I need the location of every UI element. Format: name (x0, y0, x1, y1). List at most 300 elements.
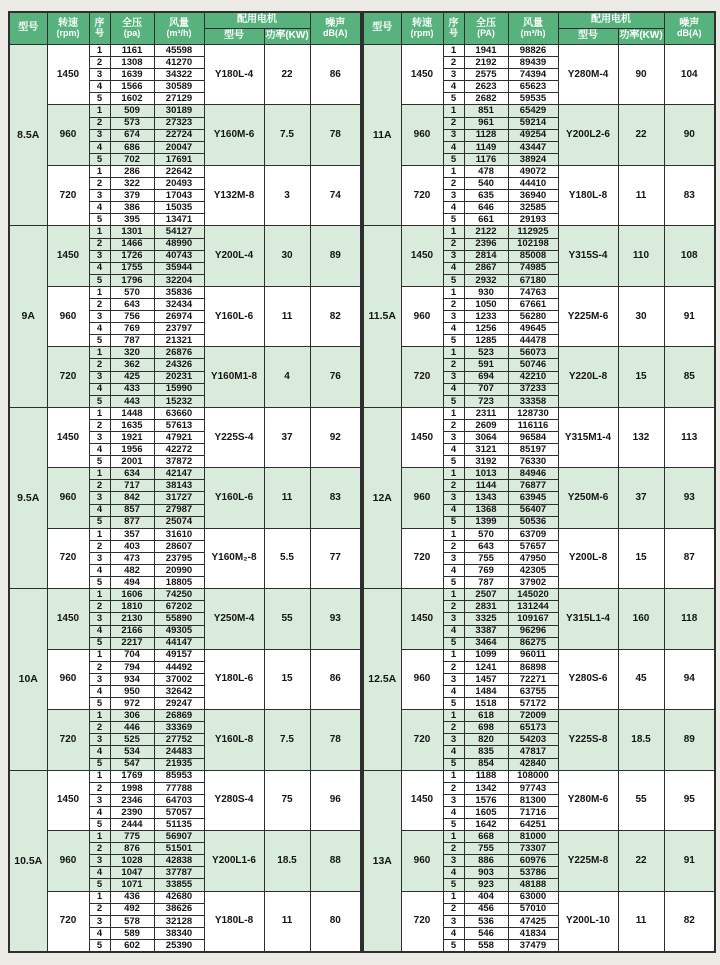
table-row (9, 226, 361, 238)
volume-cell: 102198 (508, 238, 558, 250)
header-volume-unit: (m³/h) (166, 28, 192, 39)
volume-cell: 42680 (154, 891, 204, 903)
seq-cell: 3 (89, 311, 110, 323)
noise-cell: 94 (664, 649, 715, 709)
motor-power-cell: 90 (618, 45, 664, 105)
volume-cell: 51501 (154, 843, 204, 855)
seq-cell: 1 (89, 45, 110, 57)
seq-cell: 2 (89, 843, 110, 855)
seq-cell: 3 (89, 129, 110, 141)
model-cell: 9.5A (9, 407, 47, 588)
motor-model-cell: Y315S-4 (558, 226, 618, 286)
table-row (363, 528, 715, 540)
pressure-cell: 886 (464, 855, 508, 867)
pressure-cell: 386 (110, 202, 154, 214)
pressure-cell: 787 (464, 577, 508, 589)
pressure-cell: 972 (110, 698, 154, 710)
volume-cell: 30189 (154, 105, 204, 117)
seq-cell: 5 (89, 879, 110, 891)
volume-cell: 21321 (154, 335, 204, 347)
model-cell: 11A (363, 45, 401, 226)
volume-cell: 38626 (154, 903, 204, 915)
volume-cell: 85197 (508, 444, 558, 456)
motor-power-cell: 11 (264, 891, 310, 952)
pressure-cell: 525 (110, 734, 154, 746)
volume-cell: 48990 (154, 238, 204, 250)
volume-cell: 15990 (154, 383, 204, 395)
header-pressure-label: 全压 (122, 17, 142, 29)
volume-cell: 36940 (508, 190, 558, 202)
pressure-cell: 950 (110, 685, 154, 697)
motor-power-cell: 15 (264, 649, 310, 709)
table-row (363, 286, 715, 298)
volume-cell: 63755 (508, 685, 558, 697)
rpm-cell: 1450 (401, 589, 443, 649)
pressure-cell: 1769 (110, 770, 154, 782)
pressure-cell: 433 (110, 383, 154, 395)
volume-cell: 74763 (508, 286, 558, 298)
pressure-cell: 876 (110, 843, 154, 855)
pressure-cell: 578 (110, 915, 154, 927)
rpm-cell: 960 (47, 468, 89, 528)
noise-cell: 76 (310, 347, 361, 407)
seq-cell: 2 (443, 782, 464, 794)
motor-model-cell: Y220L-8 (558, 347, 618, 407)
pressure-cell: 661 (464, 214, 508, 226)
volume-cell: 42305 (508, 565, 558, 577)
pressure-cell: 1956 (110, 444, 154, 456)
rpm-cell: 720 (401, 347, 443, 407)
volume-cell: 63000 (508, 891, 558, 903)
rpm-cell: 1450 (401, 407, 443, 467)
noise-cell: 93 (310, 589, 361, 649)
volume-cell: 86275 (508, 637, 558, 649)
volume-cell: 85008 (508, 250, 558, 262)
motor-model-cell: Y180L-4 (204, 45, 264, 105)
volume-cell: 38340 (154, 927, 204, 939)
seq-cell: 3 (89, 371, 110, 383)
seq-cell: 1 (89, 347, 110, 359)
volume-cell: 26974 (154, 311, 204, 323)
volume-cell: 23797 (154, 323, 204, 335)
noise-cell: 74 (310, 165, 361, 225)
pressure-cell: 1176 (464, 153, 508, 165)
seq-cell: 5 (443, 819, 464, 831)
pressure-cell: 634 (110, 468, 154, 480)
seq-cell: 2 (89, 661, 110, 673)
seq-cell: 4 (89, 867, 110, 879)
seq-cell: 5 (89, 637, 110, 649)
volume-cell: 35944 (154, 262, 204, 274)
pressure-cell: 1308 (110, 57, 154, 69)
volume-cell: 65173 (508, 722, 558, 734)
pressure-cell: 686 (110, 141, 154, 153)
pressure-cell: 492 (110, 903, 154, 915)
volume-cell: 96584 (508, 432, 558, 444)
volume-cell: 44478 (508, 335, 558, 347)
motor-model-cell: Y225S-8 (558, 710, 618, 770)
table-row (9, 45, 361, 57)
seq-cell: 3 (89, 492, 110, 504)
pressure-cell: 794 (110, 661, 154, 673)
noise-cell: 89 (664, 710, 715, 770)
motor-power-cell: 18.5 (618, 710, 664, 770)
seq-cell: 2 (89, 782, 110, 794)
seq-cell: 1 (443, 589, 464, 601)
pressure-cell: 591 (464, 359, 508, 371)
volume-cell: 86898 (508, 661, 558, 673)
noise-cell: 86 (310, 649, 361, 709)
rpm-cell: 1450 (47, 226, 89, 286)
volume-cell: 41834 (508, 927, 558, 939)
volume-cell: 25074 (154, 516, 204, 528)
motor-model-cell: Y280S-6 (558, 649, 618, 709)
volume-cell: 42210 (508, 371, 558, 383)
seq-cell: 1 (89, 165, 110, 177)
seq-cell: 1 (443, 407, 464, 419)
rpm-cell: 1450 (47, 589, 89, 649)
model-cell: 8.5A (9, 45, 47, 226)
header-motor-group (204, 12, 310, 29)
seq-cell: 5 (89, 577, 110, 589)
rpm-cell: 960 (401, 831, 443, 891)
seq-cell: 4 (89, 565, 110, 577)
pressure-cell: 2814 (464, 250, 508, 262)
seq-cell: 1 (443, 468, 464, 480)
volume-cell: 49157 (154, 649, 204, 661)
volume-cell: 32128 (154, 915, 204, 927)
table-row (9, 589, 361, 601)
table-row (363, 649, 715, 661)
table-row (363, 589, 715, 601)
seq-cell: 2 (443, 419, 464, 431)
seq-cell: 5 (443, 516, 464, 528)
volume-cell: 27323 (154, 117, 204, 129)
table-row (363, 347, 715, 359)
pressure-cell: 2130 (110, 613, 154, 625)
motor-power-cell: 55 (264, 589, 310, 649)
volume-cell: 59214 (508, 117, 558, 129)
seq-cell: 1 (89, 831, 110, 843)
volume-cell: 49645 (508, 323, 558, 335)
motor-model-cell: Y200L-8 (558, 528, 618, 588)
seq-cell: 5 (89, 214, 110, 226)
seq-cell: 3 (443, 69, 464, 81)
header-seq-label: 序 (94, 17, 105, 29)
seq-cell: 3 (89, 915, 110, 927)
rpm-cell: 960 (401, 649, 443, 709)
seq-cell: 1 (443, 347, 464, 359)
seq-cell: 1 (443, 165, 464, 177)
pressure-cell: 2575 (464, 69, 508, 81)
header-motor-model (558, 29, 618, 45)
rpm-cell: 720 (401, 528, 443, 588)
volume-cell: 64251 (508, 819, 558, 831)
seq-cell: 1 (89, 407, 110, 419)
seq-cell: 4 (89, 685, 110, 697)
rpm-cell: 720 (47, 347, 89, 407)
motor-model-cell: Y280M-6 (558, 770, 618, 830)
table-row (363, 105, 715, 117)
pressure-cell: 357 (110, 528, 154, 540)
noise-cell: 83 (664, 165, 715, 225)
table-row (363, 770, 715, 782)
volume-cell: 27987 (154, 504, 204, 516)
pressure-cell: 1161 (110, 45, 154, 57)
seq-cell: 2 (89, 722, 110, 734)
rpm-cell: 1450 (47, 45, 89, 105)
volume-cell: 27752 (154, 734, 204, 746)
header-model-label: 型号 (372, 22, 393, 34)
volume-cell: 17691 (154, 153, 204, 165)
pressure-cell: 769 (464, 565, 508, 577)
seq-cell: 2 (89, 117, 110, 129)
table-row (363, 45, 715, 57)
table-row (9, 770, 361, 782)
motor-model-cell: Y315L1-4 (558, 589, 618, 649)
noise-cell: 87 (664, 528, 715, 588)
pressure-cell: 903 (464, 867, 508, 879)
seq-cell: 1 (89, 286, 110, 298)
volume-cell: 38924 (508, 153, 558, 165)
pressure-cell: 2001 (110, 456, 154, 468)
volume-cell: 131244 (508, 601, 558, 613)
header-motor-group-label: 配用电机 (237, 14, 277, 26)
seq-cell: 3 (443, 673, 464, 685)
volume-cell: 65623 (508, 81, 558, 93)
volume-cell: 37902 (508, 577, 558, 589)
seq-cell: 2 (443, 722, 464, 734)
seq-cell: 4 (443, 806, 464, 818)
pressure-cell: 755 (464, 843, 508, 855)
rpm-cell: 960 (47, 105, 89, 165)
volume-cell: 37002 (154, 673, 204, 685)
pressure-cell: 473 (110, 552, 154, 564)
seq-cell: 3 (89, 432, 110, 444)
header-motor-power-label: 功率(KW) (619, 30, 663, 42)
table-row (9, 831, 361, 843)
volume-cell: 63660 (154, 407, 204, 419)
header-model (363, 12, 401, 45)
pressure-cell: 930 (464, 286, 508, 298)
pressure-cell: 306 (110, 710, 154, 722)
noise-cell: 91 (664, 286, 715, 346)
pressure-cell: 1241 (464, 661, 508, 673)
pressure-cell: 1285 (464, 335, 508, 347)
pressure-cell: 1566 (110, 81, 154, 93)
pressure-cell: 1796 (110, 274, 154, 286)
pressure-cell: 482 (110, 565, 154, 577)
seq-cell: 2 (443, 480, 464, 492)
noise-cell: 90 (664, 105, 715, 165)
volume-cell: 109167 (508, 613, 558, 625)
motor-model-cell: Y225S-4 (204, 407, 264, 467)
pressure-cell: 2390 (110, 806, 154, 818)
volume-cell: 24326 (154, 359, 204, 371)
volume-cell: 29193 (508, 214, 558, 226)
noise-cell: 82 (664, 891, 715, 952)
seq-cell: 1 (443, 831, 464, 843)
volume-cell: 37872 (154, 456, 204, 468)
pressure-cell: 857 (110, 504, 154, 516)
pressure-cell: 558 (464, 939, 508, 952)
volume-cell: 29247 (154, 698, 204, 710)
motor-model-cell: Y200L2-6 (558, 105, 618, 165)
motor-power-cell: 4 (264, 347, 310, 407)
motor-power-cell: 11 (264, 286, 310, 346)
seq-cell: 4 (443, 323, 464, 335)
pressure-cell: 1343 (464, 492, 508, 504)
pressure-cell: 509 (110, 105, 154, 117)
pressure-cell: 570 (110, 286, 154, 298)
volume-cell: 76330 (508, 456, 558, 468)
seq-cell: 1 (89, 649, 110, 661)
pressure-cell: 1576 (464, 794, 508, 806)
pressure-cell: 820 (464, 734, 508, 746)
header-seq (89, 12, 110, 45)
volume-cell: 57010 (508, 903, 558, 915)
volume-cell: 116116 (508, 419, 558, 431)
volume-cell: 37233 (508, 383, 558, 395)
seq-cell: 1 (89, 105, 110, 117)
volume-cell: 15232 (154, 395, 204, 407)
motor-power-cell: 75 (264, 770, 310, 830)
rpm-cell: 960 (47, 649, 89, 709)
model-cell: 11.5A (363, 226, 401, 407)
pressure-cell: 3064 (464, 432, 508, 444)
table-row (9, 407, 361, 419)
noise-cell: 78 (310, 710, 361, 770)
seq-cell: 5 (443, 395, 464, 407)
table-row (363, 165, 715, 177)
volume-cell: 37787 (154, 867, 204, 879)
seq-cell: 1 (89, 589, 110, 601)
seq-cell: 4 (89, 806, 110, 818)
pressure-cell: 2831 (464, 601, 508, 613)
volume-cell: 59535 (508, 93, 558, 105)
pressure-cell: 2346 (110, 794, 154, 806)
pressure-cell: 540 (464, 178, 508, 190)
noise-cell: 108 (664, 226, 715, 286)
volume-cell: 42147 (154, 468, 204, 480)
motor-power-cell: 15 (618, 528, 664, 588)
seq-cell: 2 (443, 843, 464, 855)
rpm-cell: 1450 (401, 45, 443, 105)
motor-model-cell: Y250M-4 (204, 589, 264, 649)
seq-cell: 5 (89, 698, 110, 710)
pressure-cell: 322 (110, 178, 154, 190)
volume-cell: 28607 (154, 540, 204, 552)
table-row (9, 528, 361, 540)
pressure-cell: 1518 (464, 698, 508, 710)
volume-cell: 33358 (508, 395, 558, 407)
seq-cell: 5 (443, 153, 464, 165)
volume-cell: 50746 (508, 359, 558, 371)
pressure-cell: 1602 (110, 93, 154, 105)
pressure-cell: 1047 (110, 867, 154, 879)
seq-cell: 3 (89, 613, 110, 625)
seq-cell: 2 (89, 298, 110, 310)
header-volume-unit: (m³/h) (520, 28, 546, 39)
motor-model-cell: Y250M-6 (558, 468, 618, 528)
header-volume-label: 风量 (523, 17, 543, 29)
pressure-cell: 2444 (110, 819, 154, 831)
spec-table-left (8, 11, 362, 953)
pressure-cell: 2122 (464, 226, 508, 238)
header-seq-unit: 号 (448, 28, 458, 39)
volume-cell: 23795 (154, 552, 204, 564)
noise-cell: 93 (664, 468, 715, 528)
rpm-cell: 1450 (47, 770, 89, 830)
pressure-cell: 2166 (110, 625, 154, 637)
volume-cell: 73307 (508, 843, 558, 855)
seq-cell: 3 (443, 311, 464, 323)
model-cell: 12A (363, 407, 401, 588)
seq-cell: 2 (443, 178, 464, 190)
motor-model-cell: Y280S-4 (204, 770, 264, 830)
motor-power-cell: 22 (618, 105, 664, 165)
seq-cell: 3 (443, 915, 464, 927)
motor-model-cell: Y280M-4 (558, 45, 618, 105)
pressure-cell: 923 (464, 879, 508, 891)
seq-cell: 5 (443, 939, 464, 952)
pressure-cell: 443 (110, 395, 154, 407)
pressure-cell: 1941 (464, 45, 508, 57)
seq-cell: 2 (443, 298, 464, 310)
rpm-cell: 720 (401, 891, 443, 952)
volume-cell: 42840 (508, 758, 558, 770)
seq-cell: 4 (89, 141, 110, 153)
motor-power-cell: 5.5 (264, 528, 310, 588)
seq-cell: 4 (89, 927, 110, 939)
volume-cell: 57057 (154, 806, 204, 818)
motor-model-cell: Y315M1-4 (558, 407, 618, 467)
noise-cell: 77 (310, 528, 361, 588)
pressure-cell: 436 (110, 891, 154, 903)
volume-cell: 49072 (508, 165, 558, 177)
seq-cell: 5 (443, 637, 464, 649)
seq-cell: 5 (89, 939, 110, 952)
noise-cell: 85 (664, 347, 715, 407)
motor-power-cell: 22 (618, 831, 664, 891)
header-speed-unit: (rpm) (410, 28, 434, 39)
pressure-cell: 523 (464, 347, 508, 359)
noise-cell: 83 (310, 468, 361, 528)
seq-cell: 3 (443, 492, 464, 504)
table-row (9, 891, 361, 903)
pressure-cell: 769 (110, 323, 154, 335)
pressure-cell: 534 (110, 746, 154, 758)
pressure-cell: 573 (110, 117, 154, 129)
volume-cell: 108000 (508, 770, 558, 782)
pressure-cell: 425 (110, 371, 154, 383)
volume-cell: 31727 (154, 492, 204, 504)
pressure-cell: 1188 (464, 770, 508, 782)
rpm-cell: 960 (401, 468, 443, 528)
pressure-cell: 1755 (110, 262, 154, 274)
header-volume-label: 风量 (169, 17, 189, 29)
pressure-cell: 446 (110, 722, 154, 734)
header-speed-label: 转速 (58, 17, 78, 29)
volume-cell: 20231 (154, 371, 204, 383)
seq-cell: 1 (443, 226, 464, 238)
volume-cell: 55890 (154, 613, 204, 625)
header-noise (664, 12, 715, 45)
seq-cell: 2 (443, 903, 464, 915)
seq-cell: 1 (443, 45, 464, 57)
motor-power-cell: 110 (618, 226, 664, 286)
model-cell: 10A (9, 589, 47, 770)
